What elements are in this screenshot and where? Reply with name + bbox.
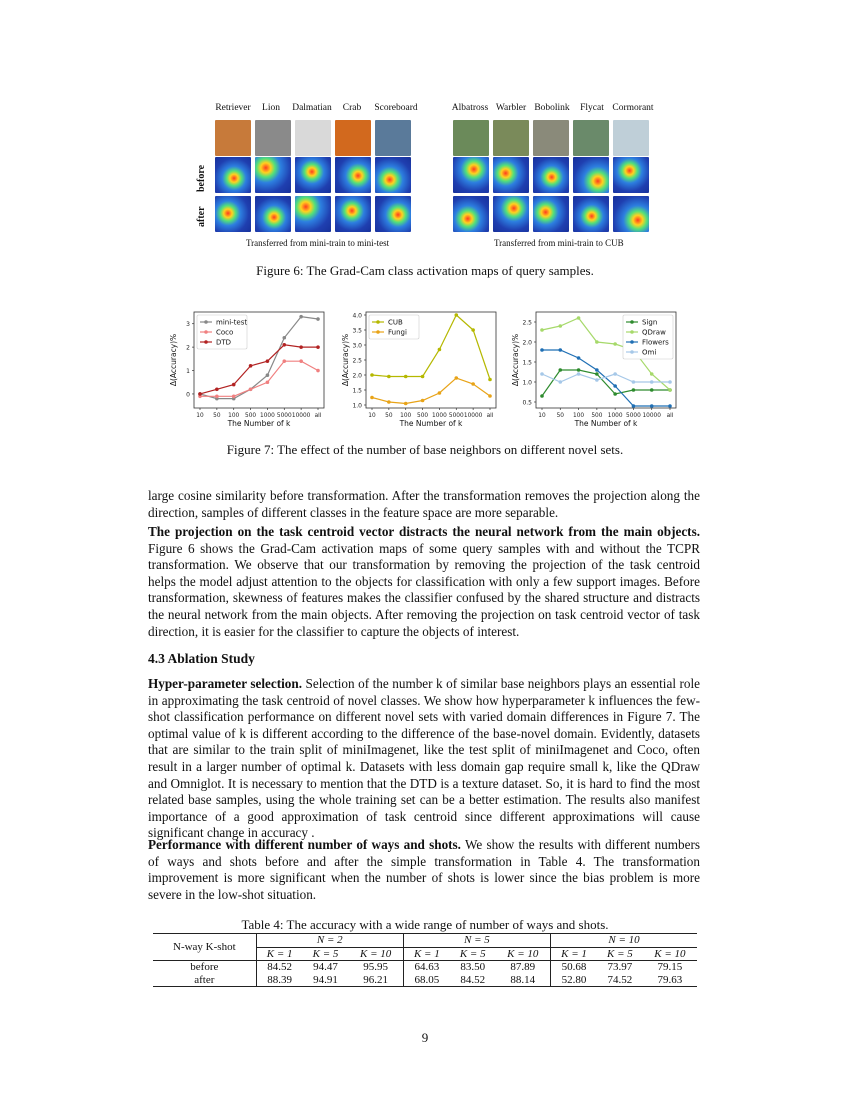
activation-map-thumbnail <box>573 196 609 232</box>
data-point <box>540 394 544 398</box>
table-subheader: K = 10 <box>654 947 686 960</box>
table-cell: 50.68 <box>561 961 587 973</box>
x-tick-label: all <box>314 413 322 419</box>
paragraph-2-text: Figure 6 shows the Grad-Cam activation maps of some query samples with and without the TCPR transformation. We observe that our transformation by removing the projection of the task centroid helps the model adjust attention to the objects for classification with only a few support images. Before transformation, skewness of features makes the classifier confused by the shared structure and distracts the neural network from the main objects. After removing the projection on task centroid vector of task direction, it is easier for the classifier to capture the objects of interest. <box>148 540 700 639</box>
table-cell: 94.47 <box>313 961 338 973</box>
data-point <box>488 394 492 398</box>
table-subheader: K = 1 <box>413 947 440 960</box>
paragraph-3 <box>148 676 700 842</box>
activation-map-thumbnail <box>295 157 331 193</box>
figure6-right-label: Cormorant <box>612 103 654 113</box>
figure6-right-label: Albatross <box>451 103 489 113</box>
data-point <box>613 372 617 376</box>
table-cell: 87.89 <box>496 961 551 974</box>
y-tick-label: 1.5 <box>522 359 532 367</box>
x-tick-label: 50 <box>385 413 393 419</box>
original-image-thumbnail <box>335 120 371 156</box>
original-image-thumbnail <box>493 120 529 156</box>
x-tick-label: 1000 <box>607 413 623 419</box>
data-point <box>577 356 581 360</box>
x-tick-label: 5000 <box>448 413 464 419</box>
data-point <box>249 364 253 368</box>
y-tick-label: 2.0 <box>352 372 362 380</box>
y-tick-label: 1.5 <box>352 387 362 395</box>
data-point <box>316 317 320 321</box>
x-tick-label: 10 <box>368 413 376 419</box>
table-cell: 96.21 <box>348 974 403 987</box>
legend-marker <box>630 350 634 354</box>
data-point <box>613 384 617 388</box>
data-point <box>232 383 236 387</box>
figure6-left-subcaption: Transferred from mini-train to mini-test <box>246 238 390 248</box>
x-tick-label: 10000 <box>463 413 483 419</box>
activation-map-thumbnail <box>453 157 489 193</box>
table-cell: 64.63 <box>414 961 440 973</box>
original-image-thumbnail <box>295 120 331 156</box>
paragraph-2-heading: The projection on the task centroid vector distracts the neural network from the main objects. <box>148 524 700 539</box>
section-title: 4.3 Ablation Study <box>148 651 255 666</box>
y-tick-label: 0.5 <box>522 399 532 407</box>
figure7-caption: Figure 7: The effect of the number of base neighbors on different novel sets. <box>226 442 624 457</box>
series-line <box>200 345 318 394</box>
activation-map-thumbnail <box>493 196 529 232</box>
data-point <box>421 375 425 379</box>
data-point <box>421 399 425 403</box>
row-label: before <box>153 961 256 974</box>
activation-map-thumbnail <box>453 196 489 232</box>
activation-map-thumbnail <box>295 196 331 232</box>
table-cell: 79.15 <box>657 961 683 973</box>
data-point <box>540 328 544 332</box>
y-tick-label: 2.0 <box>522 339 532 347</box>
chart-svg-2 <box>510 308 680 438</box>
data-point <box>613 342 617 346</box>
table-row <box>153 974 697 987</box>
activation-map-thumbnail <box>375 157 411 193</box>
data-point <box>266 359 270 363</box>
data-point <box>540 348 544 352</box>
data-point <box>668 380 672 384</box>
legend-marker <box>204 340 208 344</box>
x-tick-label: 1000 <box>260 413 275 419</box>
activation-map-thumbnail <box>613 157 649 193</box>
data-point <box>632 404 636 408</box>
original-image-thumbnail <box>255 120 291 156</box>
activation-map-thumbnail <box>335 157 371 193</box>
x-tick-label: 10000 <box>642 413 661 419</box>
data-point <box>632 380 636 384</box>
x-tick-label: all <box>666 413 674 419</box>
y-tick-label: 3.5 <box>352 327 362 335</box>
data-point <box>595 368 599 372</box>
activation-map-thumbnail <box>215 196 251 232</box>
data-point <box>613 392 617 396</box>
original-image-thumbnail <box>453 120 489 156</box>
x-tick-label: 50 <box>556 413 564 419</box>
table-subheader: K = 10 <box>348 947 403 961</box>
data-point <box>558 380 562 384</box>
paragraph-1: large cosine similarity before transformation. After the transformation removes the projection along the direction, samples of different classes in the feature space are more separable. <box>148 488 700 520</box>
data-point <box>404 375 408 379</box>
original-image-thumbnail <box>375 120 411 156</box>
data-point <box>438 391 442 395</box>
y-axis-label: Δ(Accuracy)% <box>169 333 178 387</box>
legend-marker <box>376 320 380 324</box>
legend-label: DTD <box>216 338 232 347</box>
table-cell: 84.52 <box>267 961 293 973</box>
data-point <box>370 396 374 400</box>
table-corner: N-way K-shot <box>153 934 256 961</box>
figure6-right-label: Flycat <box>580 103 604 113</box>
data-point <box>404 402 408 406</box>
x-axis-label: The Number of k <box>574 419 638 428</box>
x-axis-label: The Number of k <box>227 419 291 428</box>
legend-label: CUB <box>388 318 403 327</box>
activation-map-thumbnail <box>215 157 251 193</box>
data-point <box>558 324 562 328</box>
figure6-left-label: Retriever <box>215 103 251 113</box>
data-point <box>595 372 599 376</box>
data-point <box>299 359 303 363</box>
data-point <box>650 388 654 392</box>
table-cell: 68.05 <box>414 973 440 986</box>
original-image-thumbnail <box>533 120 569 156</box>
table-cell: 88.14 <box>496 974 551 987</box>
data-point <box>577 368 581 372</box>
chart-cub-fungi <box>340 308 500 443</box>
data-point <box>316 345 320 349</box>
data-point <box>299 345 303 349</box>
table-cell: 79.63 <box>657 973 683 986</box>
y-tick-label: 2.5 <box>352 357 362 365</box>
paragraph-3-heading: Hyper-parameter selection. <box>148 676 303 691</box>
data-point <box>282 343 286 347</box>
table4-caption: Table 4: The accuracy with a wide range of number of ways and shots. <box>241 917 609 932</box>
activation-map-thumbnail <box>255 196 291 232</box>
table-subheader: K = 5 <box>459 947 486 960</box>
series-line <box>372 378 490 404</box>
table-cell: 95.95 <box>348 961 403 974</box>
original-image-thumbnail <box>573 120 609 156</box>
activation-map-thumbnail <box>255 157 291 193</box>
table-4 <box>153 933 697 987</box>
y-axis-label: Δ(Accuracy)% <box>341 333 350 387</box>
activation-map-thumbnail <box>375 196 411 232</box>
x-tick-label: 100 <box>573 413 585 419</box>
group-header: N = 10 <box>551 934 697 948</box>
figure6-right-label: Warbler <box>495 103 527 113</box>
row-label-before: before <box>196 164 207 192</box>
x-tick-label: 5000 <box>276 413 292 419</box>
data-point <box>387 375 391 379</box>
y-tick-label: 1 <box>186 368 190 376</box>
chart-svg-1 <box>340 308 500 438</box>
x-axis-label: The Number of k <box>399 419 463 428</box>
x-tick-label: 50 <box>213 413 221 419</box>
table-subheader: K = 5 <box>607 947 633 960</box>
paragraph-3-text: Selection of the number k of similar base neighbors plays an essential role in approximating the task centroid of novel classes. We show how hyperparameter k influences the few-shot classification performance on different novel sets with varied domain differences in Figure 7. The optimal value of k is different according to the difference of the base-novel domain. Evidently, datasets that are similar to the train split of miniImagenet, like the test split of miniImagenet and Coco, often result in a larger number of optimal k. Datasets with less domain gap require small k, like the QDraw and Omniglot. It is necessary to mention that the DTD is a texture dataset. So, it is hard to find the most related base samples, using the whole training set can be a better estimation. The results also manifest importance of a good approximation of task centroid since different approximations will cause significant change in accuracy . <box>148 676 701 841</box>
paragraph-4-heading: Performance with different number of ways and shots. <box>148 837 461 852</box>
data-point <box>650 372 654 376</box>
y-tick-label: 1.0 <box>522 379 532 387</box>
chart-svg-0 <box>168 308 328 438</box>
data-point <box>595 378 599 382</box>
paragraph-2 <box>148 524 700 640</box>
data-point <box>540 372 544 376</box>
legend-marker <box>630 320 634 324</box>
x-tick-label: 100 <box>228 413 240 419</box>
x-tick-label: 500 <box>245 413 257 419</box>
figure6-left-label: Lion <box>262 103 280 113</box>
legend-label: Flowers <box>642 338 669 347</box>
data-point <box>215 394 219 398</box>
data-point <box>632 388 636 392</box>
table-subheader: K = 10 <box>496 947 551 961</box>
table-subheader: K = 5 <box>312 947 339 960</box>
chart-sign-qdraw-flowers-omi <box>510 308 680 443</box>
data-point <box>595 340 599 344</box>
y-tick-label: 2 <box>186 344 190 352</box>
data-point <box>577 372 581 376</box>
data-point <box>370 373 374 377</box>
data-point <box>438 348 442 352</box>
data-point <box>650 380 654 384</box>
paragraph-4 <box>148 837 700 903</box>
legend-label: Sign <box>642 318 658 327</box>
x-tick-label: 500 <box>591 413 603 419</box>
paragraph-4-text: We show the results with different numbers of ways and shots before and after the simple transformation in Table 4. The transformation improvement is more significant when the number of shots is lower since the bias problem is more severe in the low-shot situation. <box>148 837 700 902</box>
data-point <box>650 404 654 408</box>
data-point <box>266 373 270 377</box>
activation-map-thumbnail <box>493 157 529 193</box>
data-point <box>558 348 562 352</box>
legend-label: Omi <box>642 348 657 357</box>
data-point <box>387 400 391 404</box>
data-point <box>282 336 286 340</box>
group-header: N = 5 <box>403 934 550 948</box>
original-image-thumbnail <box>613 120 649 156</box>
legend-marker <box>630 330 634 334</box>
table-cell: 84.52 <box>460 973 486 986</box>
legend-marker <box>630 340 634 344</box>
data-point <box>577 316 581 320</box>
y-tick-label: 2.5 <box>522 319 532 327</box>
data-point <box>198 392 202 396</box>
data-point <box>454 376 458 380</box>
data-point <box>266 380 270 384</box>
legend-label: Coco <box>216 328 234 337</box>
row-label-after: after <box>196 206 207 227</box>
table-row <box>153 961 697 974</box>
y-tick-label: 0 <box>186 391 190 399</box>
figure6-left-label: Dalmatian <box>292 103 332 113</box>
data-point <box>558 368 562 372</box>
y-tick-label: 3 <box>186 321 190 329</box>
data-point <box>668 388 672 392</box>
x-tick-label: 10 <box>538 413 546 419</box>
x-tick-label: 5000 <box>626 413 641 419</box>
figure6-left-label: Scoreboard <box>374 103 418 113</box>
activation-map-thumbnail <box>573 157 609 193</box>
table-cell: 83.50 <box>460 961 486 973</box>
data-point <box>316 369 320 373</box>
legend-label: mini-test <box>216 318 248 327</box>
x-tick-label: 1000 <box>432 413 447 419</box>
legend-label: Fungi <box>388 328 407 337</box>
x-tick-label: all <box>486 413 494 419</box>
y-axis-label: Δ(Accuracy)% <box>511 333 520 387</box>
data-point <box>232 394 236 398</box>
table-cell: 94.91 <box>313 973 338 986</box>
y-tick-label: 4.0 <box>352 312 362 320</box>
data-point <box>471 328 475 332</box>
data-point <box>215 387 219 391</box>
figure6-left-label: Crab <box>342 103 362 113</box>
activation-map-thumbnail <box>613 196 649 232</box>
original-image-thumbnail <box>215 120 251 156</box>
legend-marker <box>204 330 208 334</box>
activation-map-thumbnail <box>533 196 569 232</box>
y-tick-label: 3.0 <box>352 342 362 350</box>
figure6-caption: Figure 6: The Grad-Cam class activation maps of query samples. <box>256 263 594 278</box>
table-cell: 74.52 <box>607 973 633 986</box>
figure6-right-label: Bobolink <box>534 103 570 113</box>
x-tick-label: 10000 <box>291 413 311 419</box>
table-cell: 73.97 <box>607 961 633 973</box>
data-point <box>668 404 672 408</box>
figure6-right-subcaption: Transferred from mini-train to CUB <box>494 238 624 248</box>
data-point <box>488 378 492 382</box>
activation-map-thumbnail <box>335 196 371 232</box>
data-point <box>299 315 303 319</box>
data-point <box>471 382 475 386</box>
legend-marker <box>376 330 380 334</box>
legend-marker <box>204 320 208 324</box>
group-header: N = 2 <box>256 934 403 948</box>
activation-map-thumbnail <box>533 157 569 193</box>
y-tick-label: 1.0 <box>352 402 362 410</box>
x-tick-label: 100 <box>400 413 412 419</box>
x-tick-label: 500 <box>417 413 429 419</box>
legend-label: QDraw <box>642 328 666 337</box>
chart-mini-coco-dtd <box>168 308 328 443</box>
table-cell: 52.80 <box>561 973 587 986</box>
data-point <box>249 387 253 391</box>
table-cell: 88.39 <box>267 973 293 986</box>
row-label: after <box>153 974 256 987</box>
series-line <box>200 361 318 396</box>
data-point <box>282 359 286 363</box>
page-number: 9 <box>421 1030 429 1045</box>
data-point <box>454 313 458 317</box>
table-subheader: K = 1 <box>266 947 293 960</box>
table-subheader: K = 1 <box>561 947 587 960</box>
x-tick-label: 10 <box>196 413 204 419</box>
